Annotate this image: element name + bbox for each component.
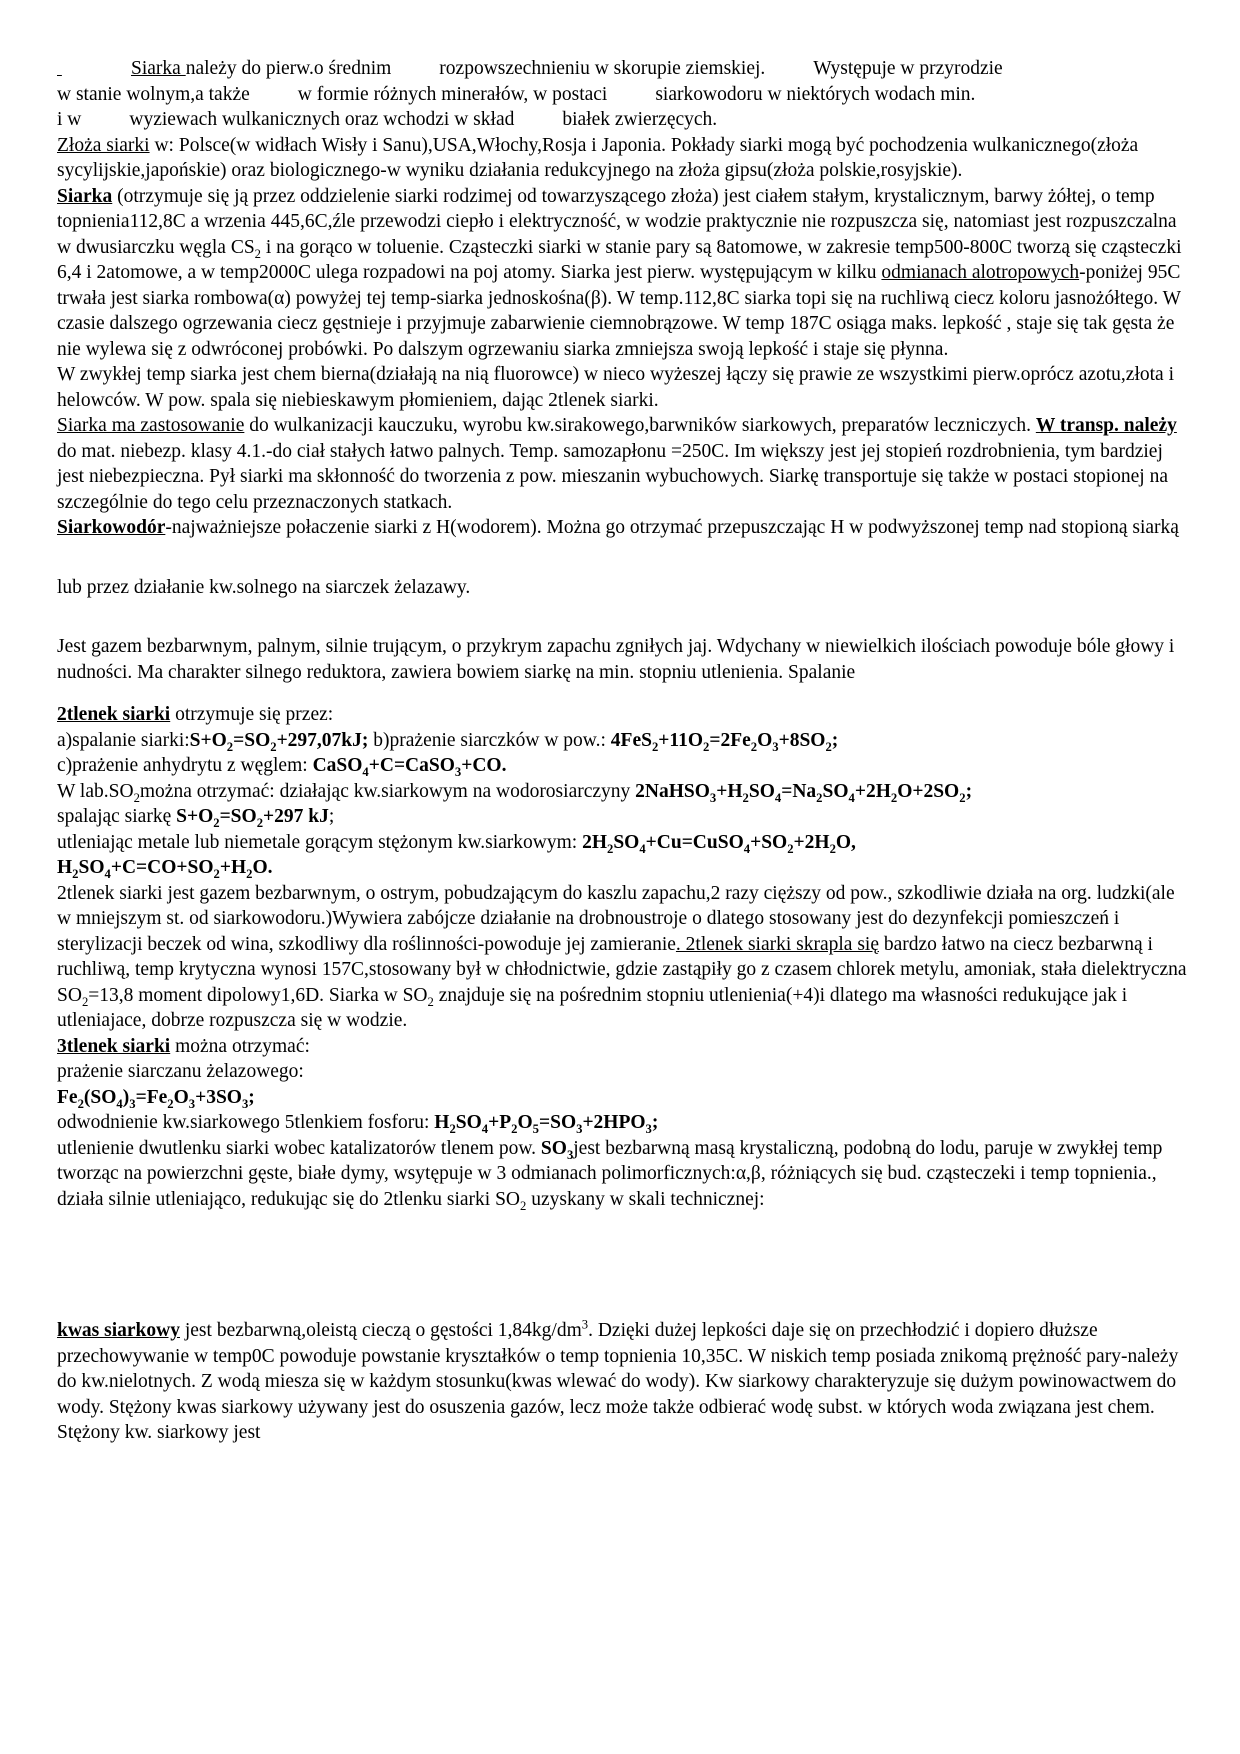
line-so2-lab: W $lab.SO_2można$ otrzymać: działając kw.siarkowym na wodorosiarczyny $2NaHSO_3+H_2SO_4=Na_2SO_4+2H_2O+2SO_2$;	[57, 780, 973, 805]
line-so2-burning: spalając siarkę $S+O_2=SO_2+297$ kJ;	[57, 806, 335, 830]
paragraph-so3-heading: 3tlenek siarki można otrzymać:	[57, 1035, 310, 1057]
term-deposits: Złoża siarki	[57, 134, 150, 156]
term-transport: W transp. należy	[1035, 415, 1177, 436]
line-so2-c: c)prażenie anhydrytu z węglem: CaSO$_4$+C=CaSO$_3$+CO.	[57, 755, 507, 779]
paragraph-so2-properties: 2tlenek siarki jest gazem bezbarwnym, o ostrym, pobudzającym do kaszlu zapachu,2 razy cięższy od pow., szkodliwie działa na org. ludzki(ale w mniejszym st. od siarkowodoru.)Wywiera zabójcze działanie na drobnoustroje o dlatego stosowany jest do dezynfekcji pomieszczeń i sterylizacji beczek od wina, szkodliwy dla roślinności-powoduje jej zamieranie. 2tlenek siarki skrapla się bardzo łatwo na ciecz bezbarwną i ruchliwą, temp krytyczna wynosi 157C,stosowany był w chłodnictwie, gdzie zastąpiły go z czasem chlorek metylu, amoniak, stała dielektryczna $SO_2=13,8$ moment dipolowy1,6D. Siarka w $SO_2$ znajduje się na pośrednim stopniu utlenienia(+4)i dlatego ma własności redukujące jak i utleniajace, dobrze rozpuszcza się w wodzie.	[57, 882, 1187, 1031]
line-so2-carbon: $H_2SO_4+C=CO+SO_2+H_2O$.	[57, 857, 273, 881]
paragraph-intro: Siarka należy do pierw.o średnim rozpowszechnieniu w skorupie ziemskiej. Występuje w przyrodzie w stanie wolnym,a także w formie różnych minerałów, w postaci siarkowodoru w niektórych wodach min. i w wyziewach wulkanicznych oraz wchodzi w skład białek zwierzęcych.	[57, 58, 1003, 130]
term-allotropes: odmianach alotropowych	[881, 262, 1080, 283]
document-page	[57, 56, 1189, 1446]
line-so3-formula: $Fe_2(SO_4)_3=Fe_2O_3+3SO_3$;	[57, 1086, 255, 1111]
paragraph-applications: Siarka ma zastosowanie do wulkanizacji kauczuku, wyrobu kw.sirakowego,barwników siarkowych, preparatów leczniczych. W transp. należy do mat. niebezp. klasy 4.1.-do ciał stałych łatwo palnych. Temp. samozapłonu =250C. Im większy jest jej stopień rozdrobnienia, tym bardziej jest niebezpieczna. Pył siarki ma skłonność do tworzenia z pow. mieszanin wybuchowych. Siarkę transportuje się także w postaci stopionej na szczególnie do tego celu przeznaczonych statkach.	[57, 415, 1177, 513]
paragraph-so2-heading: 2tlenek siarki otrzymuje się przez:	[57, 704, 334, 725]
paragraph-reactivity: W zwykłej temp siarka jest chem bierna(działają na nią fluorowce) w nieco wyżeszej łączy się prawie ze wszystkimi pierw.oprócz azotu,złota i helowców. W pow. spala się niebieskawym płomieniem, dając 2tlenek siarki.	[57, 364, 1174, 411]
term-applications: Siarka ma zastosowanie	[57, 415, 245, 436]
term-sulfur: Siarka	[57, 185, 113, 207]
paragraph-sulfuric-acid: kwas siarkowy jest bezbarwną,oleistą cieczą o gęstości $1,84kg/dm^3$. Dzięki dużej lepkości daje się on przechłodzić i dopiero dłuższe przechowywanie w temp0C powoduje powstanie kryształków o temp topnienia 10,35C. W niskich temp posiada znikomą prężność pary-należy do kw.nielotnych. Z wodą miesza się w każdym stosunku(kwas wlewać do wody). Kw siarkowy charakteryzuje się dużym powinowactwem do wody. Stężony kwas siarkowy używany jest do osuszenia gazów, lecz może także odbierać wodę subst. w których woda związana jest chem. Stężony kw. siarkowy jest	[57, 1317, 1179, 1443]
term-so2-liquefies: . 2tlenek siarki skrapla się	[675, 933, 879, 955]
line-so3-roasting: prażenie siarczanu żelazowego:	[57, 1061, 304, 1082]
paragraph-sulfur-properties: Siarka (otrzymuje się ją przez oddzielenie siarki rodzimej od towarzyszącego złoża) jest ciałem stałym, krystalicznym, barwy żółtej, o temp topnienia112,8C a wrzenia 445,6C,źle przewodzi ciepło i elektryczność, w wodzie praktycznie nie rozpuszcza się, natomiast jest rozpuszczalna w dwusiarczku węgla $CS_2$ i na gorąco w toluenie. Cząsteczki siarki w stanie pary są 8atomowe, w zakresie temp500-800C tworzą się cząsteczki 6,4 i 2atomowe, a w temp2000C ulega rozpadowi na poj atomy. Siarka jest pierw. występującym w kilku odmianach alotropowych-poniżej 95C trwała jest siarka rombowa(α) powyżej tej temp-siarka jednoskośna(β). W temp.112,8C siarka topi się na ruchliwą ciecz koloru jasnożółtego. W czasie dalszego ogrzewania ciecz gęstnieje i przyjmuje zabarwienie ciemnobrązowe. W temp 187C osiąga maks. lepkość , staje się tak gęsta że nie wylewa się z odwróconej probówki. Po dalszym ogrzewaniu siarka zmniejsza swoją lepkość i staje się płynna.	[57, 185, 1182, 360]
term-siarka: Siarka	[131, 58, 186, 79]
term-h2s: Siarkowodór	[57, 517, 166, 538]
paragraph-deposits: Złoża siarki w: Polsce(w widłach Wisły i Sanu),USA,Włochy,Rosja i Japonia. Pokłady siarki mogą być pochodzenia wulkanicznego(złoża sycylijskie,japońskie) oraz biologicznego-w wyniku działania redukcyjnego na złoża gipsu(złoża polskie,rosyjskie).	[57, 134, 1139, 181]
paragraph-h2s: Siarkowodór-najważniejsze połaczenie siarki z H(wodorem). Można go otrzymać przepuszczając H w podwyższonej temp nad stopioną siarką	[57, 517, 1179, 538]
term-so3: 3tlenek siarki	[57, 1035, 171, 1057]
term-so2: 2tlenek siarki	[57, 704, 171, 725]
line-so2-oxidizing: utleniając metale lub niemetale gorącym stężonym kw.siarkowym: $2H_2SO_4+Cu=CuSO_4+SO_2+2H_2O$,	[57, 831, 856, 856]
paragraph-h2s-properties: Jest gazem bezbarwnym, palnym, silnie trującym, o przykrym zapachu zgniłych jaj. Wdychany w niewielkich ilościach powoduje bóle głowy i nudności. Ma charakter silnego reduktora, zawiera bowiem siarkę na min. stopniu utlenienia. Spalanie	[57, 636, 1175, 683]
line-so2-a: a)spalanie $siarki:S+O_2=SO_2+297,07kJ$; b)prażenie siarczków w pow.: $4FeS_2+11O_2=2Fe_2O_3+8SO_2$;	[57, 729, 839, 754]
paragraph-h2s-alt: lub przez działanie kw.solnego na siarczek żelazawy.	[57, 576, 471, 598]
leading-rule	[57, 56, 131, 82]
line-so3-dehydration: odwodnienie kw.siarkowego 5tlenkiem fosforu: $H_2SO_4+P_2O_5=SO_3+2HPO_3$;	[57, 1112, 659, 1136]
paragraph-so3-properties: utlenienie dwutlenku siarki wobec katalizatorów tlenem pow. $SO_3jest$ bezbarwną masą krystaliczną, podobną do lodu, paruje w zwykłej temp tworząc na powierzchni gęste, białe dymy, wsytępuje w 3 odmianach polimorficznych:α,β, różniących się bud. cząsteczeki i temp topnienia., działa silnie utleniająco, redukując się do 2tlenku siarki $SO_2$ uzyskany w skali technicznej:	[57, 1137, 1163, 1213]
term-sulfuric-acid: kwas siarkowy	[57, 1320, 180, 1341]
